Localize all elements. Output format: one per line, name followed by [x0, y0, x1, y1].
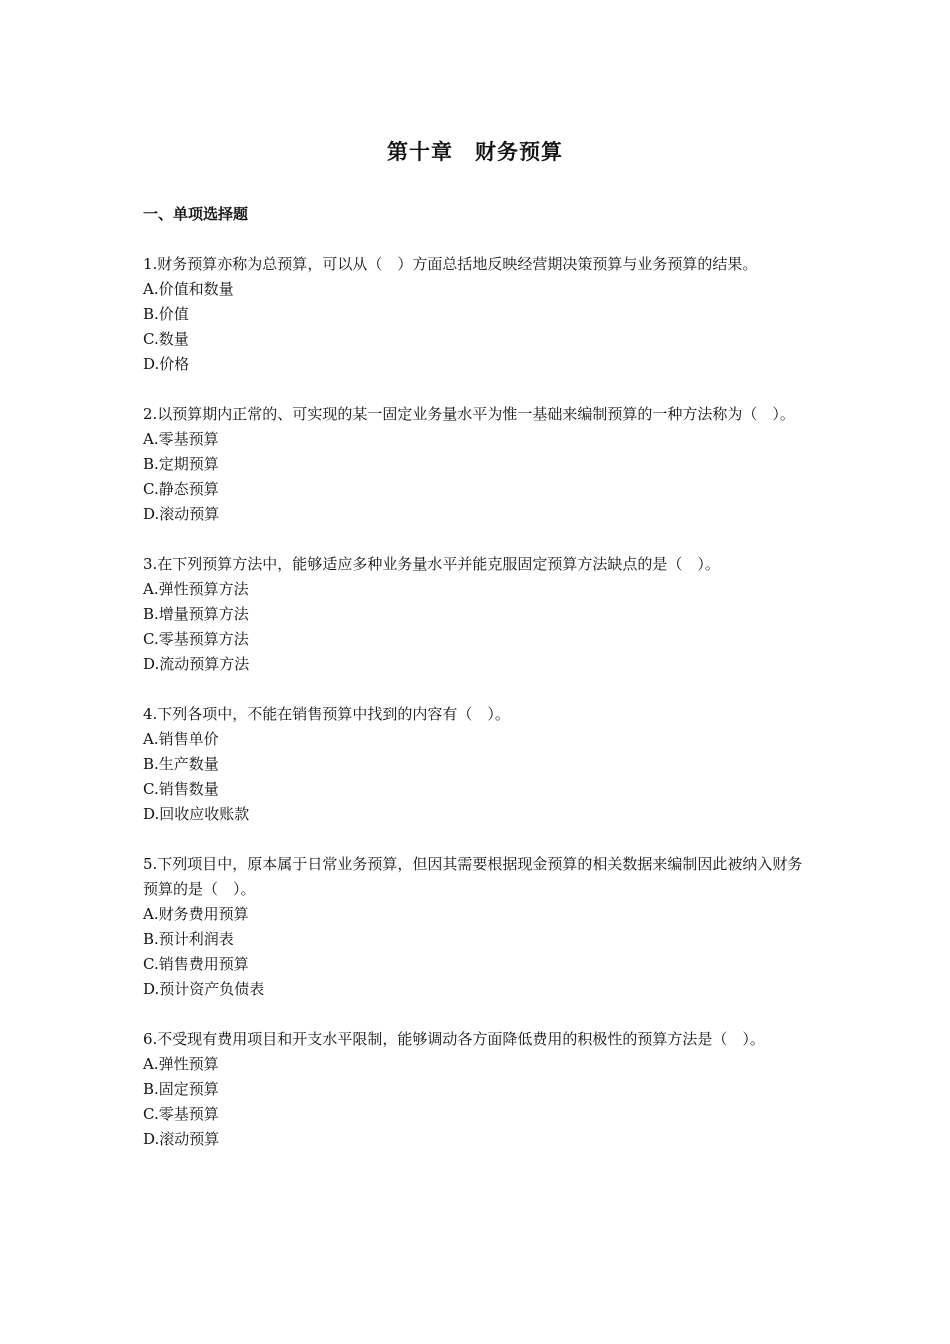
option-c: C.数量: [143, 330, 189, 348]
option-a: A.弹性预算方法: [143, 580, 249, 598]
option-d: D.滚动预算: [143, 505, 220, 523]
question-6: [143, 1027, 811, 1152]
option-d: D.流动预算方法: [143, 655, 250, 673]
option-c: C.销售数量: [143, 780, 219, 798]
question-1: [143, 252, 811, 377]
question-stem: 1.财务预算亦称为总预算，可以从（ ）方面总括地反映经营期决策预算与业务预算的结果。: [143, 255, 758, 273]
question-stem: 4.下列各项中，不能在销售预算中找到的内容有（ ）。: [143, 705, 510, 723]
question-stem: 6.不受现有费用项目和开支水平限制，能够调动各方面降低费用的积极性的预算方法是（ ）。: [143, 1030, 765, 1048]
option-d: D.价格: [143, 355, 190, 373]
option-b: B.固定预算: [143, 1080, 219, 1098]
question-5: [143, 852, 811, 1002]
option-a: A.零基预算: [143, 430, 219, 448]
option-a: A.销售单价: [143, 730, 219, 748]
option-b: B.定期预算: [143, 455, 219, 473]
option-b: B.预计利润表: [143, 930, 234, 948]
option-c: C.零基预算方法: [143, 630, 249, 648]
question-3: [143, 552, 811, 677]
chapter-title: 第十章 财务预算: [387, 140, 563, 164]
question-4: [143, 702, 811, 827]
option-d: D.滚动预算: [143, 1130, 220, 1148]
option-c: C.零基预算: [143, 1105, 219, 1123]
section-title: 一、单项选择题: [143, 205, 249, 223]
question-2: [143, 402, 811, 527]
question-list: [143, 252, 811, 1177]
option-c: C.销售费用预算: [143, 955, 249, 973]
option-a: A.弹性预算: [143, 1055, 219, 1073]
option-b: B.生产数量: [143, 755, 219, 773]
option-b: B.价值: [143, 305, 189, 323]
question-stem: 3.在下列预算方法中，能够适应多种业务量水平并能克服固定预算方法缺点的是（ ）。: [143, 555, 720, 573]
option-d: D.预计资产负债表: [143, 980, 265, 998]
option-d: D.回收应收账款: [143, 805, 250, 823]
question-stem: 2.以预算期内正常的、可实现的某一固定业务量水平为惟一基础来编制预算的一种方法称为（ ）。: [143, 405, 795, 423]
option-c: C.静态预算: [143, 480, 219, 498]
option-b: B.增量预算方法: [143, 605, 249, 623]
option-a: A.财务费用预算: [143, 905, 249, 923]
question-stem: 5.下列项目中，原本属于日常业务预算，但因其需要根据现金预算的相关数据来编制因此被纳入财务预算的是（ ）。: [143, 855, 803, 898]
option-a: A.价值和数量: [143, 280, 234, 298]
